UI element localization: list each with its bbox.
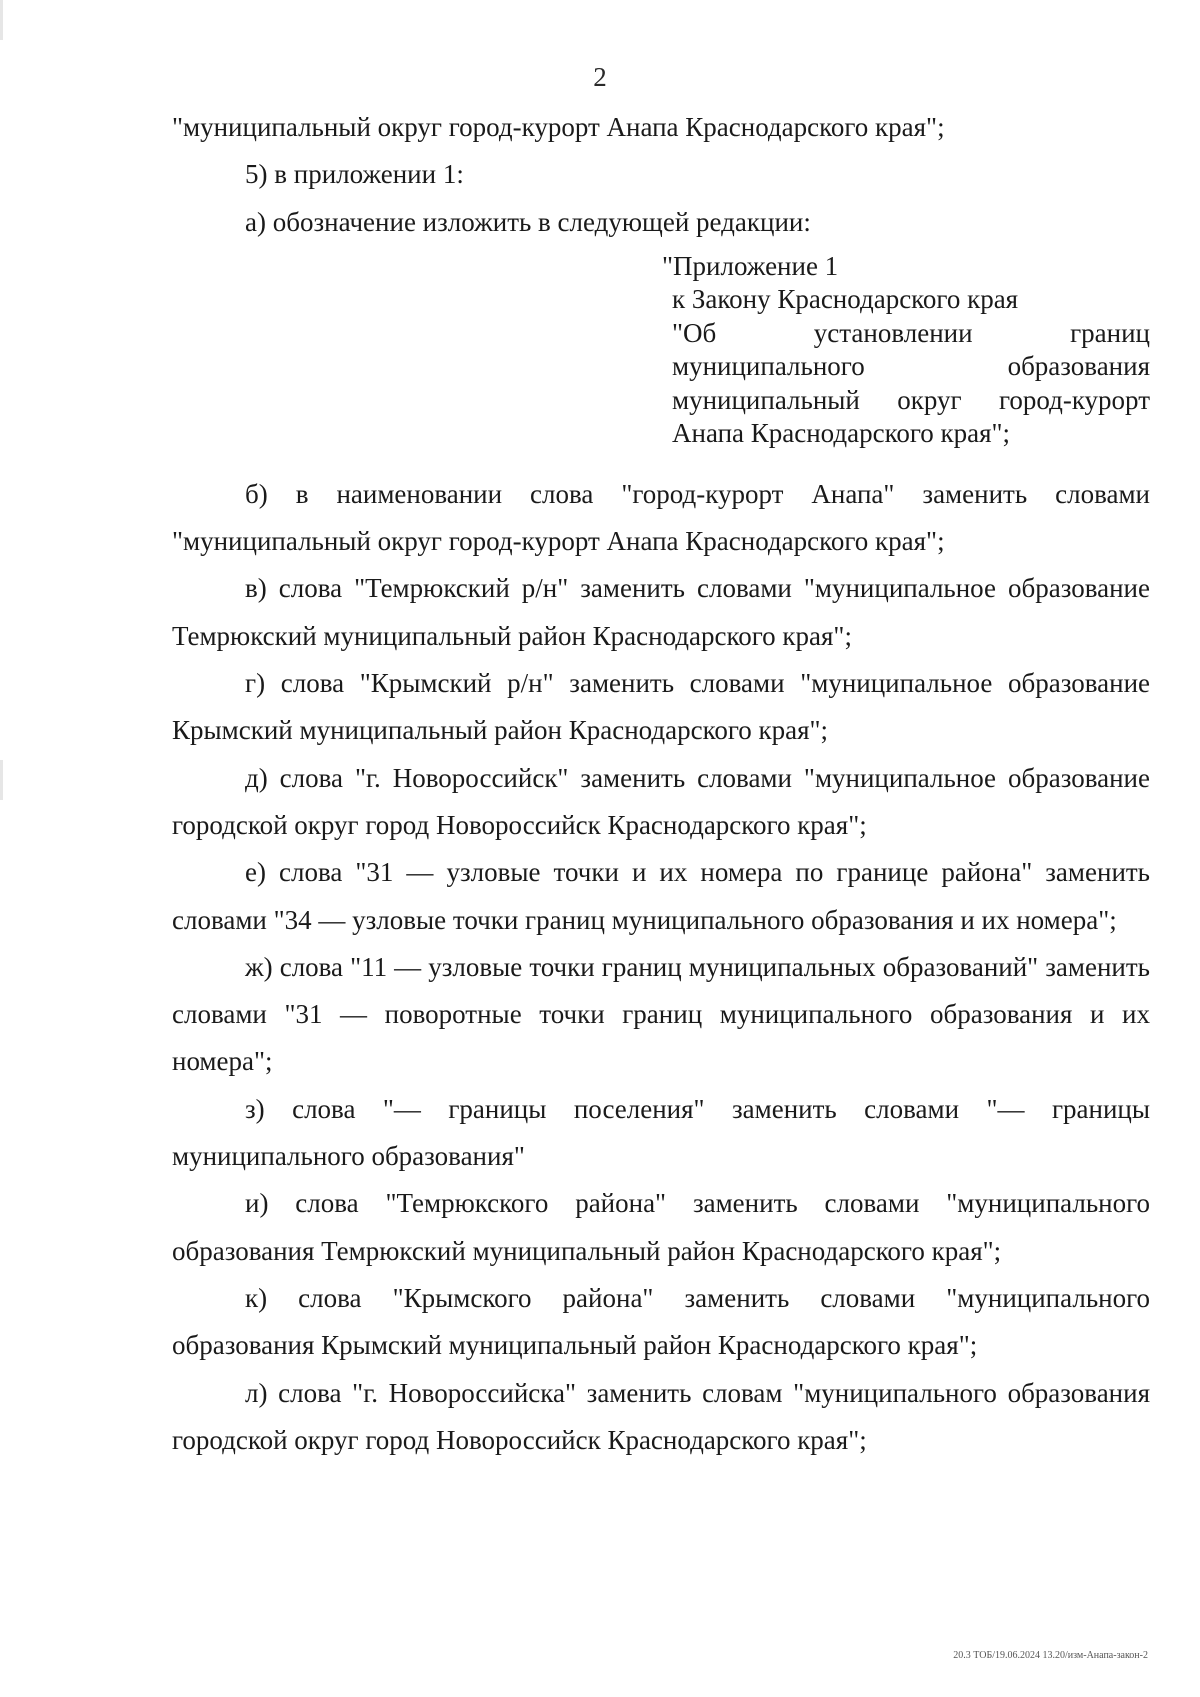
paragraph-item-5: 5) в приложении 1:: [245, 159, 464, 190]
paragraph-item-z: з) слова "— границы поселения" заменить словами "— границы муниципального образования": [172, 1093, 1150, 1172]
appendix-law-ref: к Закону Краснодарского края: [672, 284, 1019, 315]
paragraph-item-v: в) слова "Темрюкский р/н" заменить словами "муниципальное образование Темрюкский муниципальный район Краснодарского края";: [172, 573, 1150, 651]
appendix-title: "Приложение 1: [662, 250, 839, 281]
paragraph-item-i: и) слова "Темрюкского района" заменить словами "муниципального образования Темрюкский муниципальный район Краснодарского края";: [172, 1188, 1150, 1266]
scan-edge-mark: [0, 0, 3, 40]
appendix-heading-block: [172, 250, 1150, 451]
page-number: 2: [593, 62, 607, 92]
scan-edge-mark: [0, 760, 3, 800]
paragraph-item-l: л) слова "г. Новороссийска" заменить словам "муниципального образования городской округ город Новороссийск Краснодарского края";: [172, 1377, 1150, 1455]
paragraph-item-zh: ж) слова "11 — узловые точки границ муниципальных образований" заменить словами "31 — поворотные точки границ муниципального образования и их номера";: [172, 951, 1150, 1077]
footer-document-code: 20.3 ТОБ/19.06.2024 13.20/изм-Анапа-закон-2: [953, 1650, 1148, 1661]
paragraph-item-b: б) в наименовании слова "город-курорт Анапа" заменить словами "муниципальный округ город-курорт Анапа Краснодарского края";: [172, 478, 1150, 557]
paragraph-item-g: г) слова "Крымский р/н" заменить словами "муниципальное образование Крымский муниципальный район Краснодарского края";: [172, 668, 1150, 746]
paragraph-item-d: д) слова "г. Новороссийск" заменить словами "муниципальное образование городской округ город Новороссийск Краснодарского края";: [172, 762, 1150, 840]
document-body: [172, 104, 1150, 1464]
paragraph-item-k: к) слова "Крымского района" заменить словами "муниципального образования Крымский муниципальный район Краснодарского края";: [172, 1282, 1150, 1361]
paragraph-item-a: а) обозначение изложить в следующей редакции:: [245, 206, 811, 237]
paragraph-item-e: е) слова "31 — узловые точки и их номера по границе района" заменить словами "34 — узловые точки границ муниципального образования и их номера";: [172, 857, 1150, 935]
appendix-law-name: "Об установлении границ муниципального образования муниципальный округ город-курорт Анапа Краснодарского края";: [672, 317, 1150, 449]
paragraph-continuation: "муниципальный округ город-курорт Анапа Краснодарского края";: [172, 112, 945, 142]
